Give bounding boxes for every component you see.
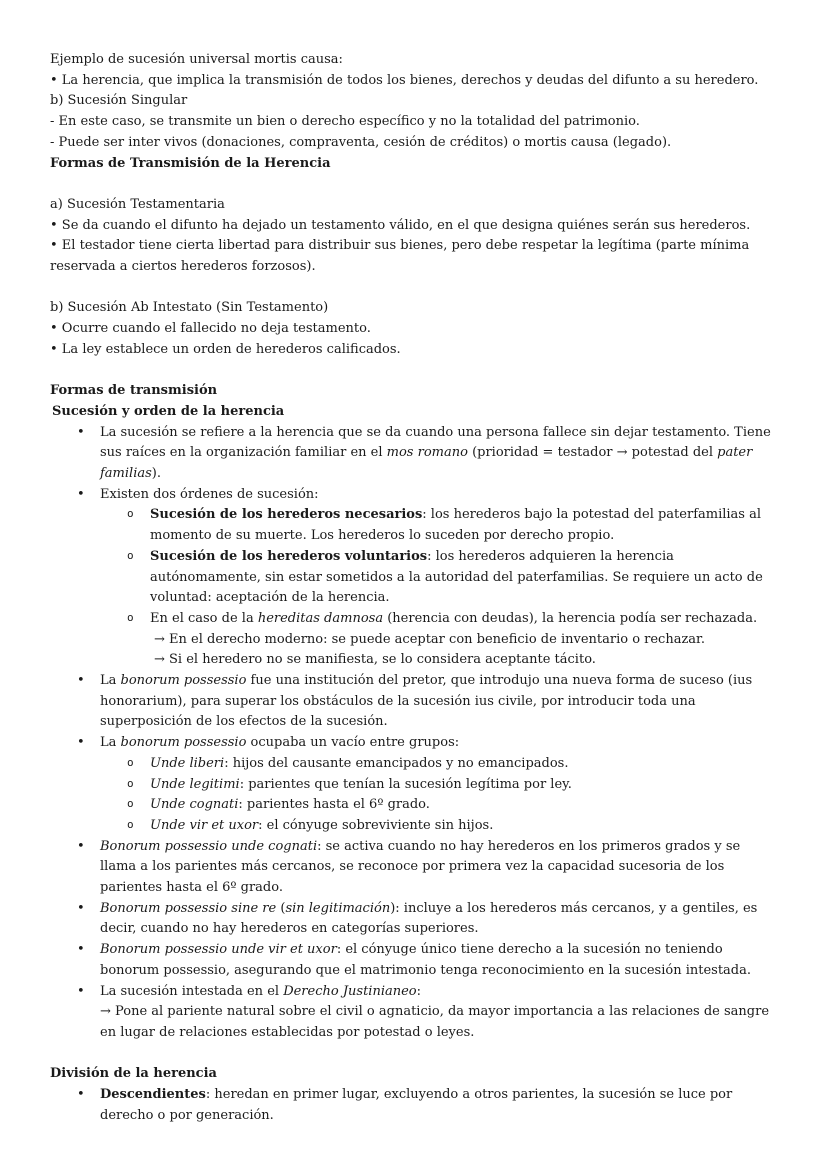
list-item: • La bonorum possessio fue una institución del pretor, que introdujo una nueva forma de suceso (ius honorarium), para superar los obstáculos de la sucesión ius civile, por introducir toda una superposición de los efectos de la sucesión. — [50, 671, 780, 733]
intro-line: - Puede ser inter vivos (donaciones, compraventa, cesión de créditos) o mortis causa (legado). — [50, 134, 672, 150]
arrow-note: → En el derecho moderno: se puede aceptar con beneficio de inventario o rechazar. — [154, 631, 705, 647]
sub-list-item: o Sucesión de los herederos necesarios: los herederos bajo la potestad del paterfamilias al momento de su muerte. Los herederos lo suceden por derecho propio. — [100, 505, 780, 546]
heading-text: Formas de Transmisión de la Herencia — [50, 155, 331, 171]
section-heading — [50, 1064, 780, 1085]
arrow-note: → Pone al pariente natural sobre el civil o agnaticio, da mayor importancia a las relaciones de sangre en lugar de relaciones establecidas por potestad o leyes. — [100, 1004, 770, 1040]
paragraph-line: • El testador tiene cierta libertad para distribuir sus bienes, pero debe respetar la legítima (parte mínima reservada a ciertos herederos forzosos). — [50, 238, 750, 275]
heading-text: Formas de transmisión — [50, 383, 218, 399]
list-item: • Existen dos órdenes de sucesión: o Sucesión de los herederos necesarios: los herederos bajo la potestad del paterfamilias al momento de su muerte. Los herederos lo suceden por derecho propio. o Sucesión de los herederos voluntarios: los herederos adquieren la herencia autónomamente, sin estar sometidos a la autoridad del paterfamilias. Se requiere un acto de voluntad: aceptación de la herencia. o En el caso de la hereditas damnosa (herencia con deudas), la herencia podía ser rechazada. → En el derecho moderno: se puede aceptar con beneficio de inventario o rechazar. → Si el heredero no se manifiesta, se lo considera aceptante tácito. — [50, 485, 780, 671]
sub-list — [100, 505, 780, 671]
list-item: • Bonorum possessio unde cognati: se activa cuando no hay herederos en los primeros grados y se llama a los parientes más cercanos, se reconoce por primera vez la capacidad sucesoria de los parientes hasta el 6º grado. — [50, 837, 780, 899]
list-item: • Bonorum possessio sine re (sin legitimación): incluye a los herederos más cercanos, y a gentiles, es decir, cuando no hay herederos en categorías superiores. — [50, 899, 780, 940]
list-item: • Bonorum possessio unde vir et uxor: el cónyuge único tiene derecho a la sucesión no teniendo bonorum possessio, asegurando que el matrimonio tenga reconocimiento en la sucesión intestada. — [50, 940, 780, 981]
sub-list-item: o Sucesión de los herederos voluntarios: los herederos adquieren la herencia autónomamente, sin estar sometidos a la autoridad del paterfamilias. Se requiere un acto de voluntad: aceptación de la herencia. — [100, 547, 780, 609]
sub-list-item: o Unde legitimi: parientes que tenían la sucesión legítima por ley. — [100, 775, 780, 796]
sub-list-item: o Unde liberi: hijos del causante emancipados y no emancipados. — [100, 754, 780, 775]
paragraph-line: • Ocurre cuando el fallecido no deja testamento. — [50, 321, 371, 337]
intro-line: - En este caso, se transmite un bien o derecho específico y no la totalidad del patrimonio. — [50, 114, 640, 130]
arrow-note: → Si el heredero no se manifiesta, se lo considera aceptante tácito. — [154, 652, 596, 668]
document-page — [50, 50, 780, 1127]
section-heading — [50, 154, 780, 175]
paragraph-line: • Se da cuando el difunto ha dejado un testamento válido, en el que designa quiénes serán sus herederos. — [50, 217, 751, 233]
intro-line: • La herencia, que implica la transmisión de todos los bienes, derechos y deudas del difunto a su heredero. — [50, 72, 759, 88]
paragraph-line: • La ley establece un orden de herederos calificados. — [50, 341, 401, 357]
list-item: • La sucesión intestada en el Derecho Justinianeo: → Pone al pariente natural sobre el civil o agnaticio, da mayor importancia a las relaciones de sangre en lugar de relaciones establecidas por potestad o leyes. — [50, 982, 780, 1044]
subsection-title: a) Sucesión Testamentaria — [50, 196, 225, 212]
list-item: • La sucesión se refiere a la herencia que se da cuando una persona fallece sin dejar testamento. Tiene sus raíces en la organización familiar en el mos romano (prioridad = testador → potestad del pater familias). — [50, 423, 780, 485]
sub-list-item: o Unde vir et uxor: el cónyuge sobreviviente sin hijos. — [100, 816, 780, 837]
list-item: • Descendientes: heredan en primer lugar, excluyendo a otros parientes, la sucesión se luce por derecho o por generación. — [50, 1085, 780, 1126]
bullet-list — [50, 423, 780, 1044]
sub-list-item: o Unde cognati: parientes hasta el 6º grado. — [100, 795, 780, 816]
heading-text: Sucesión y orden de la herencia — [52, 403, 285, 419]
sub-list-item: o En el caso de la hereditas damnosa (herencia con deudas), la herencia podía ser rechazada. → En el derecho moderno: se puede aceptar con beneficio de inventario o rechazar. → Si el heredero no se manifiesta, se lo considera aceptante tácito. — [100, 609, 780, 671]
subsection-title: b) Sucesión Singular — [50, 93, 188, 109]
section-heading — [50, 381, 780, 402]
section-heading — [50, 402, 780, 423]
list-item: • La bonorum possessio ocupaba un vacío entre grupos: o Unde liberi: hijos del causante emancipados y no emancipados. o Unde legitimi: parientes que tenían la sucesión legítima por ley. o Unde cognati: parientes hasta el 6º grado. o Unde vir et uxor: el cónyuge sobreviviente sin hijos. — [50, 733, 780, 837]
subsection-title: b) Sucesión Ab Intestato (Sin Testamento) — [50, 300, 329, 316]
bullet-list — [50, 1085, 780, 1126]
heading-text: División de la herencia — [50, 1066, 217, 1082]
sub-list — [100, 754, 780, 837]
intro-line: Ejemplo de sucesión universal mortis causa: — [50, 52, 343, 67]
